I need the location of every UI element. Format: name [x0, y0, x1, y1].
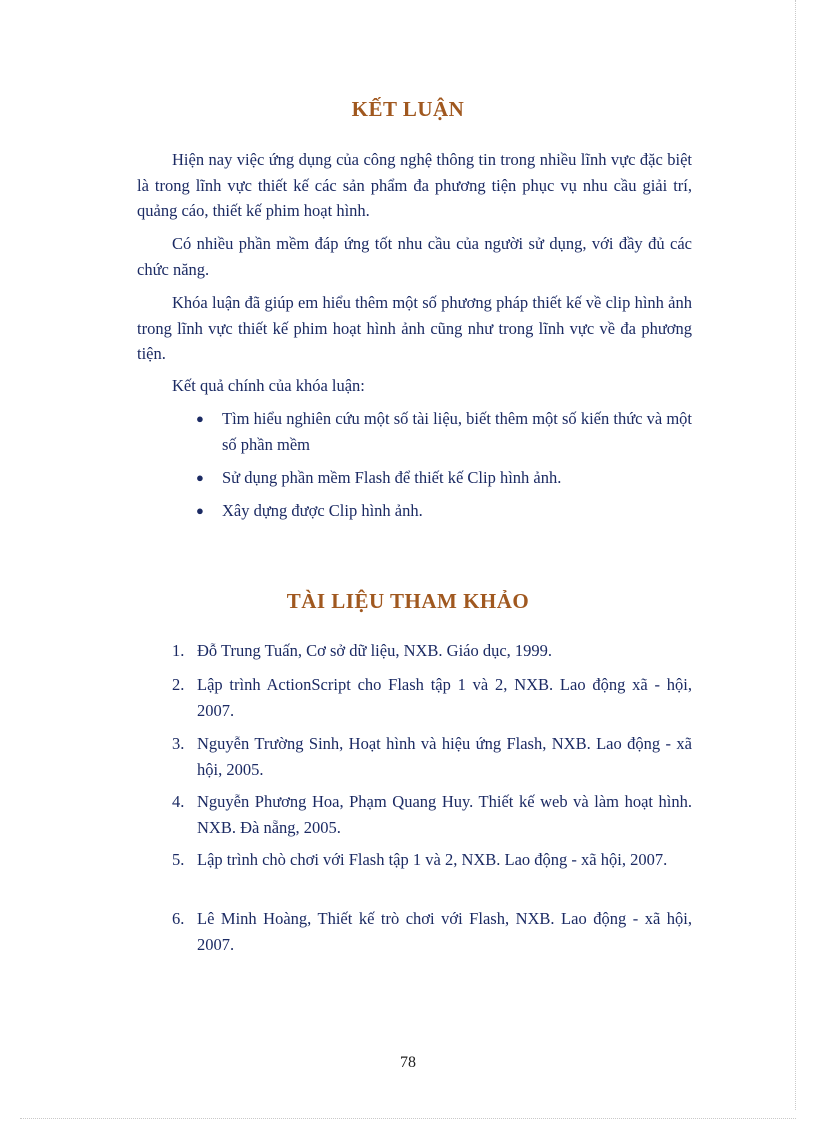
conclusion-paragraph-3: Khóa luận đã giúp em hiểu thêm một số phương pháp thiết kế về clip hình ảnh trong lĩnh vực thiết kế phim hoạt hình ảnh cũng như trong lĩnh vực về đa phương tiện. — [137, 293, 692, 363]
reference-item-4 — [172, 789, 692, 840]
reference-number: 3. — [172, 734, 185, 753]
result-bullet-text: Sử dụng phần mềm Flash để thiết kế Clip hình ảnh. — [222, 468, 562, 487]
conclusion-paragraph-2: Có nhiều phần mềm đáp ứng tốt nhu cầu của người sử dụng, với đầy đủ các chức năng. — [137, 234, 692, 279]
bullet-dot-icon: ● — [196, 503, 204, 518]
reference-item-3 — [172, 731, 692, 782]
conclusion-heading: KẾT LUẬN — [351, 97, 465, 121]
reference-text: Lập trình ActionScript cho Flash tập 1 và 2, NXB. Lao động xã - hội, 2007. — [197, 675, 692, 720]
bullet-dot-icon: ● — [196, 470, 204, 485]
bullet-dot-icon: ● — [196, 411, 204, 426]
result-bullet-3 — [196, 498, 692, 524]
reference-number: 4. — [172, 792, 185, 811]
result-bullet-text: Xây dựng được Clip hình ảnh. — [222, 501, 423, 520]
page-number: 78 — [400, 1054, 416, 1071]
results-label: Kết quả chính của khóa luận: — [172, 376, 365, 395]
result-bullet-1 — [196, 406, 692, 457]
reference-number: 5. — [172, 850, 185, 869]
reference-item-5 — [172, 847, 692, 873]
reference-text: Nguyễn Trường Sinh, Hoạt hình và hiệu ứng Flash, NXB. Lao động - xã hội, 2005. — [197, 734, 692, 779]
references-heading: TÀI LIỆU THAM KHẢO — [286, 589, 530, 613]
page-border-bottom — [20, 1118, 796, 1119]
reference-text: Lập trình chò chơi với Flash tập 1 và 2, NXB. Lao động - xã hội, 2007. — [197, 850, 668, 869]
reference-text: Đỗ Trung Tuấn, Cơ sở dữ liệu, NXB. Giáo dục, 1999. — [197, 641, 553, 660]
reference-item-1 — [172, 638, 692, 664]
result-bullet-text: Tìm hiểu nghiên cứu một số tài liệu, biết thêm một số kiến thức và một số phần mềm — [222, 409, 692, 454]
conclusion-paragraph-1: Hiện nay việc ứng dụng của công nghệ thông tin trong nhiều lĩnh vực đặc biệt là trong lĩnh vực thiết kế các sản phẩm đa phương tiện phục vụ nhu cầu giải trí, quảng cáo, thiết kế phim hoạt hình. — [137, 150, 692, 220]
reference-number: 2. — [172, 675, 185, 694]
reference-number: 6. — [172, 909, 185, 928]
reference-text: Lê Minh Hoàng, Thiết kế trò chơi với Flash, NXB. Lao động - xã hội, 2007. — [197, 909, 692, 954]
page-border-right — [795, 0, 796, 1110]
reference-item-2 — [172, 672, 692, 723]
reference-item-6 — [172, 906, 692, 957]
reference-text: Nguyễn Phương Hoa, Phạm Quang Huy. Thiết kế web và làm hoạt hình. NXB. Đà nẵng, 2005. — [197, 792, 692, 837]
result-bullet-2 — [196, 465, 692, 491]
reference-number: 1. — [172, 641, 185, 660]
